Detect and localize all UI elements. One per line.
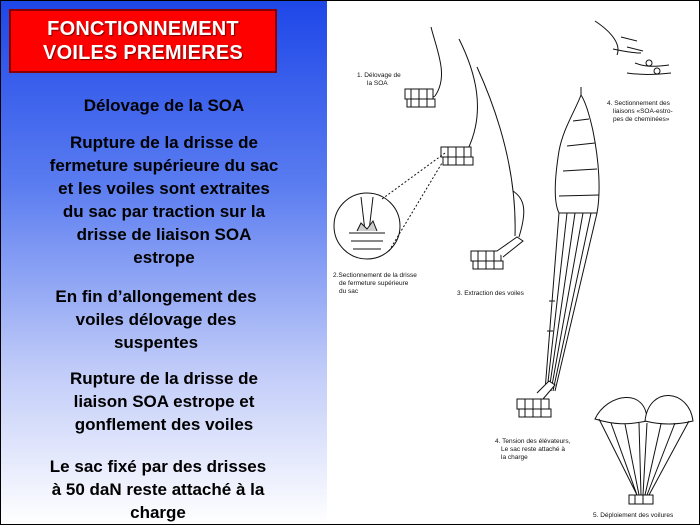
paragraph-1: [1, 94, 327, 117]
paragraph-1-line: Délovage de la SOA: [83, 96, 245, 115]
paragraph-5-line: charge: [130, 503, 186, 522]
paragraph-5: [0, 455, 321, 524]
step1-drawing: [405, 27, 442, 107]
paragraph-4-line: Rupture de la drisse de: [70, 369, 258, 388]
caption-step1: 1. Délovage de la SOA: [357, 72, 401, 87]
paragraph-5-line: à 50 daN reste attaché à la: [51, 480, 265, 499]
paragraph-2-line: du sac par traction sur la: [62, 202, 266, 221]
title-box: [9, 9, 277, 73]
paragraph-2-line: estrope: [133, 248, 195, 267]
step3-drawing: [471, 67, 524, 269]
deployment-diagram: [327, 1, 699, 524]
diagram-panel: [327, 1, 699, 524]
paragraph-3: [0, 285, 319, 354]
paragraph-3-line: En fin d’allongement des: [55, 287, 257, 306]
paragraph-2-line: drisse de liaison SOA: [76, 225, 252, 244]
paragraph-2-line: et les voiles sont extraites: [58, 179, 270, 198]
paragraph-4-line: gonflement des voiles: [74, 415, 254, 434]
caption-step4b: 4. Tension des élévateurs, Le sac reste attaché à la charge: [495, 438, 571, 461]
title-line-2: VOILES PREMIERES: [43, 42, 243, 64]
paragraph-2-line: fermeture supérieure du sac: [49, 156, 279, 175]
paragraph-4-line: liaison SOA estrope et: [73, 392, 255, 411]
step5-drawing: [595, 395, 693, 504]
caption-step4a: 4. Sectionnement des liaisons «SOA-estro- pes de cheminées»: [607, 100, 673, 123]
caption-step5: 5. Déploiement des voilures: [593, 512, 674, 519]
step2-drawing: [334, 39, 477, 259]
paragraph-2-line: Rupture de la drisse de: [70, 133, 258, 152]
title-line-1: FONCTIONNEMENT: [47, 18, 239, 40]
paragraph-2: [1, 131, 327, 269]
step4a-drawing: [595, 21, 671, 75]
step4-drawing: [517, 87, 599, 417]
paragraph-3-line: voiles délovage des: [75, 310, 237, 329]
caption-step2: 2.Sectionnement de la drisse de fermeture supérieure du sac: [333, 272, 417, 295]
paragraph-3-line: suspentes: [113, 333, 199, 352]
paragraph-4: [1, 367, 327, 436]
text-panel: [1, 1, 327, 524]
caption-step3: 3. Extraction des voiles: [457, 290, 524, 297]
paragraph-5-line: Le sac fixé par des drisses: [49, 457, 267, 476]
